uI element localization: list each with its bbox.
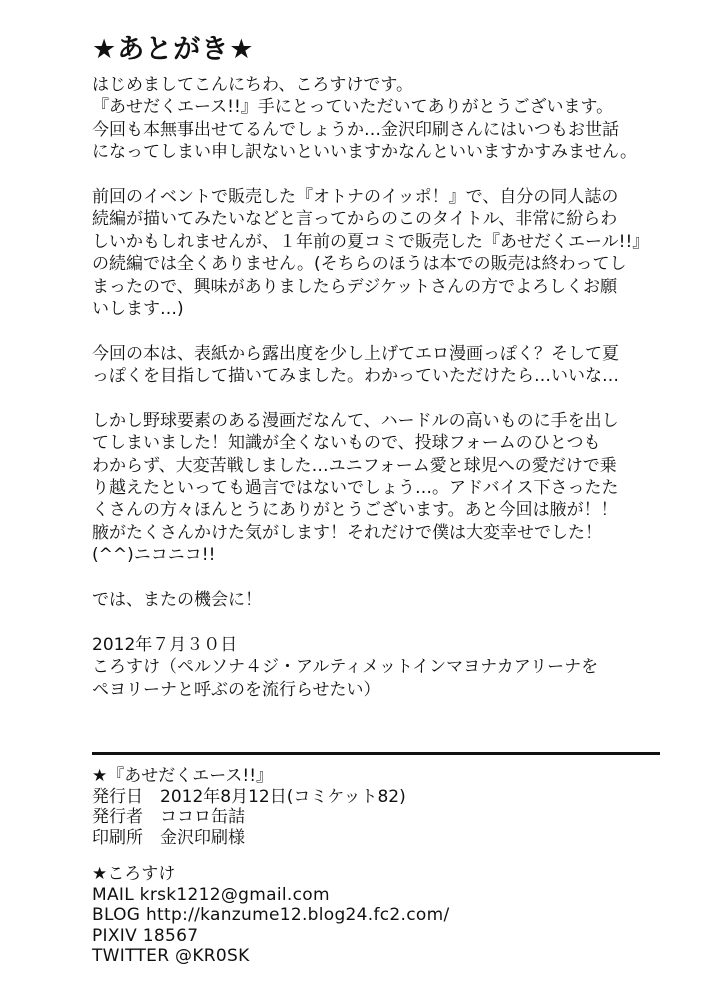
paragraph-gap [92,164,672,186]
text-line: (^^)ニコニコ!! [92,545,216,566]
contact-heading: ★ころすけ [92,864,176,884]
text-line: 『あせだくエース!!』手にとっていただいてありがとうございます。 [92,97,614,118]
text-line: では、またの機会に！ [92,589,262,610]
text-line: 腋がたくさんかけた気がします！それだけで僕は大変幸せでした！ [92,522,602,543]
divider-rule [92,752,660,755]
text-line: ころすけ（ペルソナ４ジ・アルティメットインマヨナカアリーナを [92,657,599,678]
contact-info [92,864,672,967]
paragraph-signature [92,634,672,701]
paragraph-baseball [92,410,672,567]
colophon [92,766,672,848]
signature-date: 2012年７月３０日 [92,634,238,655]
contact-pixiv: PIXIV 18567 [92,925,199,946]
text-line: まったので、興味がありましたらデジケットさんの方でよろしくお願 [92,276,618,297]
text-line: になってしまい申し訳ないといいますかなんといいますかすみません。 [92,142,638,163]
text-line: 続編が描いてみたいなどと言ってからのこのタイトル、非常に紛らわ [92,209,618,230]
paragraph-this-book [92,343,672,388]
paragraph-gap [92,611,672,633]
text-line: の続編では全くありません。(そちらのほうは本での販売は終わってし [92,254,627,275]
text-line: てしまいました！知識が全くないもので、投球フォームのひとつも [92,433,601,454]
text-line: しかし野球要素のある漫画だなんて、ハードルの高いものに手を出し [92,410,619,431]
paragraph-gap [92,387,672,409]
afterword-body [92,74,672,701]
paragraph-previous-event [92,186,672,320]
contact-mail: MAIL krsk1212@gmail.com [92,884,330,905]
contact-twitter: TWITTER @KR0SK [92,946,250,967]
text-line: わからず、大変苦戦しました…ユニフォーム愛と球児への愛だけで乗 [92,455,617,476]
text-line: くさんの方々ほんとうにありがとうございます。あと今回は腋が！！ [92,500,618,521]
afterword-heading: ★あとがき★ [92,34,255,65]
text-line: 今回も本無事出せてるんでしょうか…金沢印刷さんにはいつもお世話 [92,119,619,140]
text-line: 前回のイベントで販売した『オトナのイッポ！』で、自分の同人誌の [92,186,619,207]
text-line: はじめましてこんにちわ、ころすけです。 [92,75,413,95]
text-line: ペヨリーナと呼ぶのを流行らせたい） [92,679,381,700]
afterword-section [92,32,672,701]
paragraph-gap [92,320,672,342]
paragraph-gap [92,567,672,589]
paragraph-greeting [92,74,672,164]
text-line: いします…) [92,298,184,319]
colophon-issue-date: 発行日 2012年8月12日(コミケット82) [92,786,406,807]
contact-blog: BLOG http://kanzume12.blog24.fc2.com/ [92,905,450,926]
text-line: しいかもしれませんが、１年前の夏コミで販売した『あせだくエール!!』 [92,231,650,252]
text-line: り越えたといっても過言ではないでしょう…。アドバイス下さったた [92,478,619,499]
text-line: 今回の本は、表紙から露出度を少し上げてエロ漫画っぽく？そして夏 [92,343,619,364]
text-line: っぽくを目指して描いてみました。わかっていただけたら…いいな… [92,366,619,387]
colophon-title: ★『あせだくエース!!』 [92,766,274,786]
paragraph-farewell [92,589,672,611]
colophon-printer: 印刷所 金沢印刷様 [92,827,245,848]
colophon-publisher: 発行者 ココロ缶詰 [92,807,245,827]
